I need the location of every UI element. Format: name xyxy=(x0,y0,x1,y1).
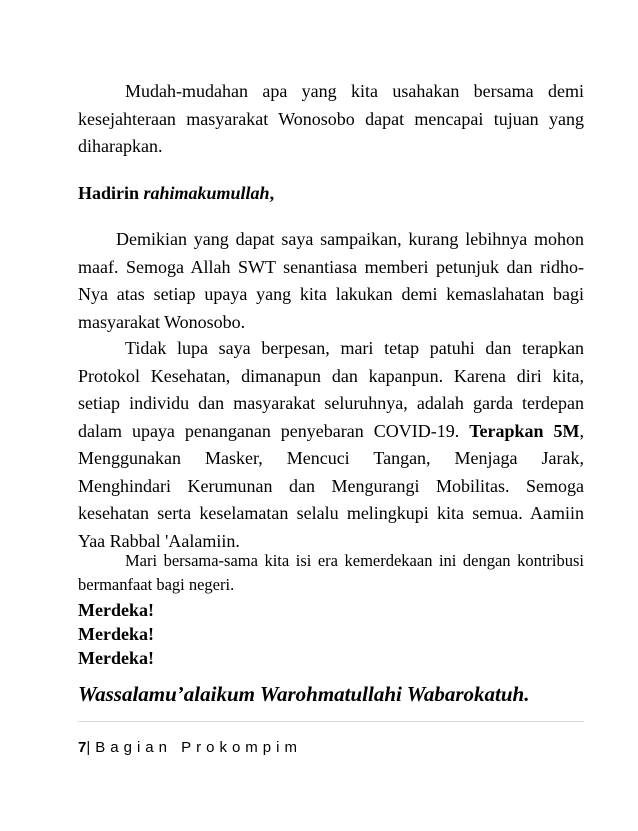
closing-greeting: Wassalamu’alaikum Warohmatullahi Wabarokatuh. xyxy=(78,682,530,706)
page-footer xyxy=(78,739,302,756)
heading-hadirin xyxy=(78,183,274,204)
footer-divider xyxy=(78,721,584,722)
footer-separator: | xyxy=(86,739,96,756)
paragraph-hope-text: Mudah-mudahan apa yang kita usahakan bersama demi kesejahteraan masyarakat Wonosobo dapat mencapai tujuan yang diharapkan. xyxy=(78,81,584,156)
merdeka-line-2: Merdeka! xyxy=(78,624,154,644)
paragraph-independence-text: Mari bersama-sama kita isi era kemerdekaan ini dengan kontribusi bermanfaat bagi negeri. xyxy=(78,551,584,594)
paragraph-closing-remarks-text: Demikian yang dapat saya sampaikan, kurang lebihnya mohon maaf. Semoga Allah SWT senantiasa memberi petunjuk dan ridho-Nya atas setiap upaya yang kita lakukan demi kemaslahatan bagi masyarakat Wonosobo. xyxy=(78,229,584,332)
heading-plain: Hadirin xyxy=(78,183,140,203)
terapkan-5m-bold: Terapkan 5M xyxy=(469,420,580,441)
paragraph-health-protocol-text-2: , Menggunakan Masker, Mencuci Tangan, Menjaga Jarak, Menghindari Kerumunan dan Mengurangi Mobilitas. Semoga kesehatan serta keselamatan selalu melingkupi kita semua. Aamiin Yaa Rabbal 'Aalamiin. xyxy=(78,420,585,551)
paragraph-health-protocol xyxy=(78,335,584,555)
merdeka-line-1: Merdeka! xyxy=(78,600,154,620)
paragraph-closing-remarks xyxy=(78,226,584,336)
page-number: 7 xyxy=(78,739,87,756)
paragraph-hope xyxy=(78,78,584,161)
paragraph-health-protocol-text: Tidak lupa saya berpesan, mari tetap patuhi dan terapkan Protokol Kesehatan, dimanapun dan kapanpun. Karena diri kita, setiap individu dan masyarakat seluruhnya, adalah garda terdepan dalam upaya penanganan penyebaran COVID-19. xyxy=(78,338,584,441)
heading-italic: rahimakumullah xyxy=(143,183,270,203)
footer-section: Bagian Prokompim xyxy=(95,739,302,756)
merdeka-line-3: Merdeka! xyxy=(78,648,154,668)
heading-comma: , xyxy=(269,183,275,203)
paragraph-independence xyxy=(78,549,584,597)
